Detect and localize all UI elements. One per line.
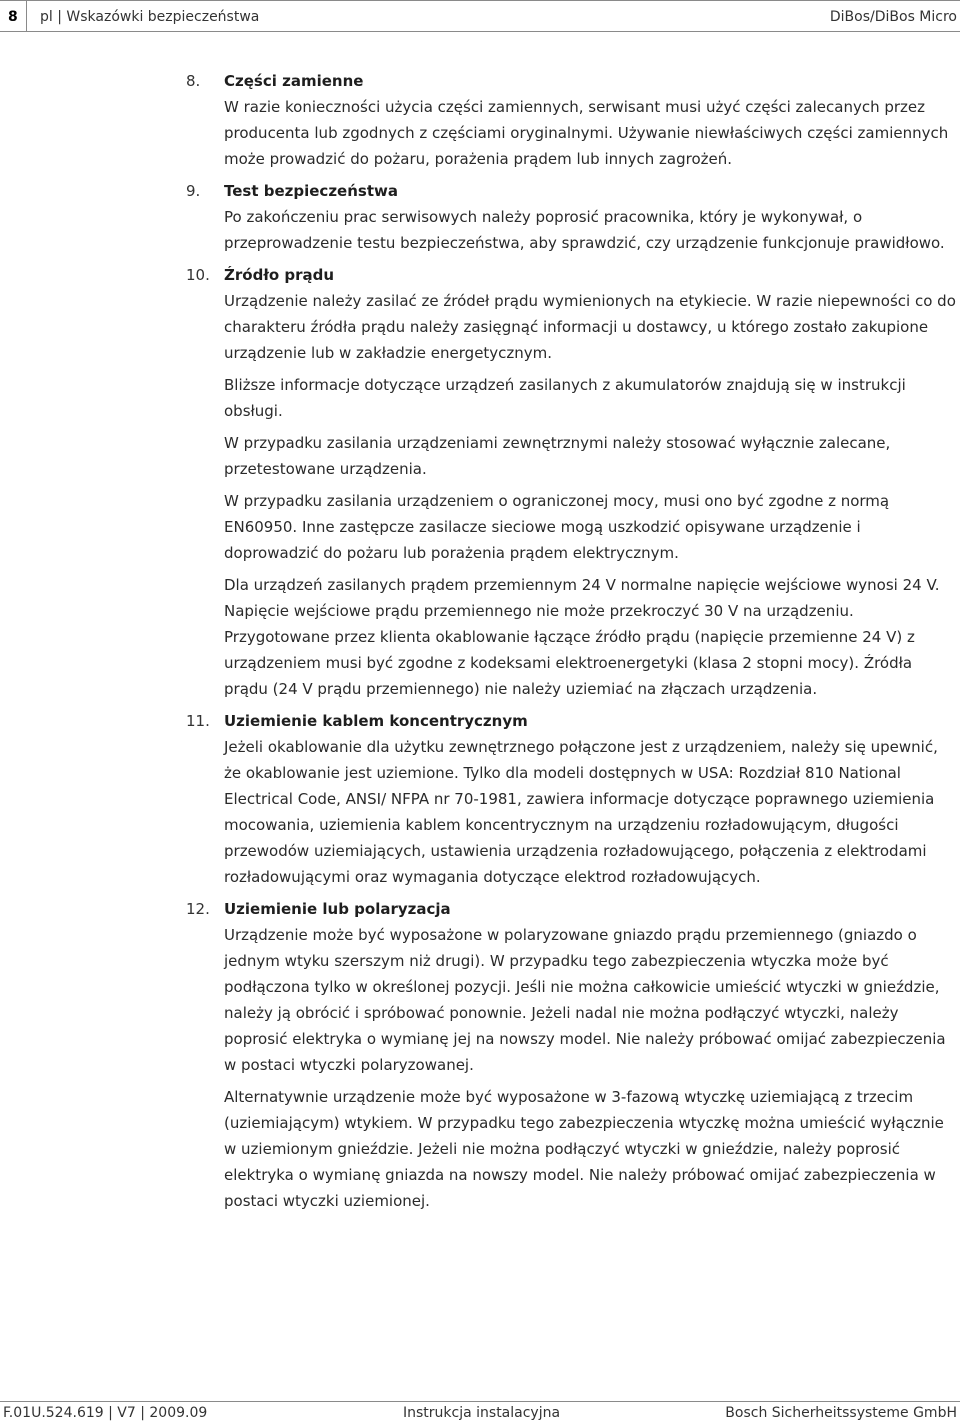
- item-paragraph: Urządzenie może być wyposażone w polaryzowane gniazdo prądu przemiennego (gniazdo o jednym wtyku szerszym niż drugi). W przypadku tego zabezpieczenia wtyczka może być podłączona tylko w określonej pozycji. Jeśli nie można całkowicie umieścić wtyczki w gnieździe, należy ją obrócić i spróbować ponownie. Jeżeli nadal nie można podłączyć wtyczki, należy poprosić elektryka o wymianę jej na nowszy model. Nie należy próbować omijać zabezpieczenia w postaci wtyczki polaryzowanej.: [224, 926, 946, 1074]
- item-paragraph: Jeżeli okablowanie dla użytku zewnętrznego połączone jest z urządzeniem, należy się upewnić, że okablowanie jest uziemione. Tylko dla modeli dostępnych w USA: Rozdział 810 National Electrical Code, ANSI/ NFPA nr 70-1981, zawiera informacje dotyczące poprawnego uziemienia mocowania, uziemienia kablem koncentrycznym na urządzeniu rozładowującym, długości przewodów uziemiających, ustawienia urządzenia rozładowującego, połączenia z elektrodami rozładowującymi oraz wymagania dotyczące elektrod rozładowujących.: [224, 738, 938, 886]
- list-item-power-source: [0, 262, 960, 702]
- item-paragraph: W razie konieczności użycia części zamiennych, serwisant musi użyć części zalecanych przez producenta lub zgodnych z częściami oryginalnymi. Używanie niewłaściwych części zamiennych może prowadzić do pożaru, porażenia prądem lub innych zagrożeń.: [224, 98, 949, 168]
- page-number: 8: [8, 9, 18, 25]
- page-header: [0, 0, 960, 32]
- document-id: F.01U.524.619 | V7 | 2009.09: [3, 1405, 208, 1421]
- page-footer: [0, 1401, 960, 1424]
- item-paragraph: Urządzenie należy zasilać ze źródeł prądu wymienionych na etykiecie. W razie niepewności co do charakteru źródła prądu należy zasięgnąć informacji u dostawcy, u którego zostało zakupione urządzenie lub w zakładzie energetycznym.: [224, 292, 956, 362]
- item-paragraph: W przypadku zasilania urządzeniami zewnętrznymi należy stosować wyłącznie zalecane, przetestowane urządzenia.: [224, 434, 891, 478]
- header-divider: [26, 1, 27, 32]
- item-paragraph: Dla urządzeń zasilanych prądem przemiennym 24 V normalne napięcie wejściowe wynosi 24 V. Napięcie wejściowe prądu przemiennego nie może przekroczyć 30 V na urządzeniu. Przygotowane przez klienta okablowanie łączące źródło prądu (napięcie przemienne 24 V) z urządzeniem musi być zgodne z kodeksami elektroenergetyki (klasa 2 stopni mocy). Źródła prądu (24 V prądu przemiennego) nie należy uziemiać na złączach urządzenia.: [224, 576, 940, 698]
- item-title: Test bezpieczeństwa: [224, 182, 398, 200]
- item-number: 9.: [186, 182, 201, 200]
- item-title: Źródło prądu: [224, 266, 335, 284]
- document-type: Instrukcja instalacyjna: [403, 1405, 561, 1421]
- item-number: 10.: [186, 266, 210, 284]
- item-number: 12.: [186, 900, 210, 918]
- item-number: 11.: [186, 712, 210, 730]
- document-body: [0, 68, 960, 1220]
- item-title: Uziemienie lub polaryzacja: [224, 900, 451, 918]
- item-paragraph: W przypadku zasilania urządzeniem o ograniczonej mocy, musi ono być zgodne z normą EN60950. Inne zastępcze zasilacze sieciowe mogą uszkodzić opisywane urządzenie i doprowadzić do pożaru lub porażenia prądem elektrycznym.: [224, 492, 890, 562]
- product-name: DiBos/DiBos Micro: [829, 9, 957, 25]
- item-number: 8.: [186, 72, 201, 90]
- item-title: Części zamienne: [224, 72, 364, 90]
- item-title: Uziemienie kablem koncentrycznym: [224, 712, 528, 730]
- list-item-spare-parts: [0, 68, 960, 172]
- item-paragraph: Po zakończeniu prac serwisowych należy poprosić pracownika, który je wykonywał, o przeprowadzenie testu bezpieczeństwa, aby sprawdzić, czy urządzenie funkcjonuje prawidłowo.: [224, 208, 945, 252]
- company-name: Bosch Sicherheitssysteme GmbH: [725, 1405, 957, 1421]
- list-item-safety-test: [0, 178, 960, 256]
- section-title: pl | Wskazówki bezpieczeństwa: [40, 9, 260, 25]
- item-paragraph: Bliższe informacje dotyczące urządzeń zasilanych z akumulatorów znajdują się w instrukcji obsługi.: [224, 376, 906, 420]
- list-item-grounding-polarization: [0, 896, 960, 1214]
- item-paragraph: Alternatywnie urządzenie może być wyposażone w 3-fazową wtyczkę uziemiającą z trzecim (uziemiającym) wtykiem. W przypadku tego zabezpieczenia wtyczkę można umieścić wyłącznie w uziemionym gnieździe. Jeżeli nie można podłączyć wtyczki w gnieździe, należy poprosić elektryka o wymianę gniazda na nowszy model. Nie należy próbować omijać zabezpieczenia w postaci wtyczki uziemionej.: [224, 1088, 944, 1210]
- list-item-coax-grounding: [0, 708, 960, 890]
